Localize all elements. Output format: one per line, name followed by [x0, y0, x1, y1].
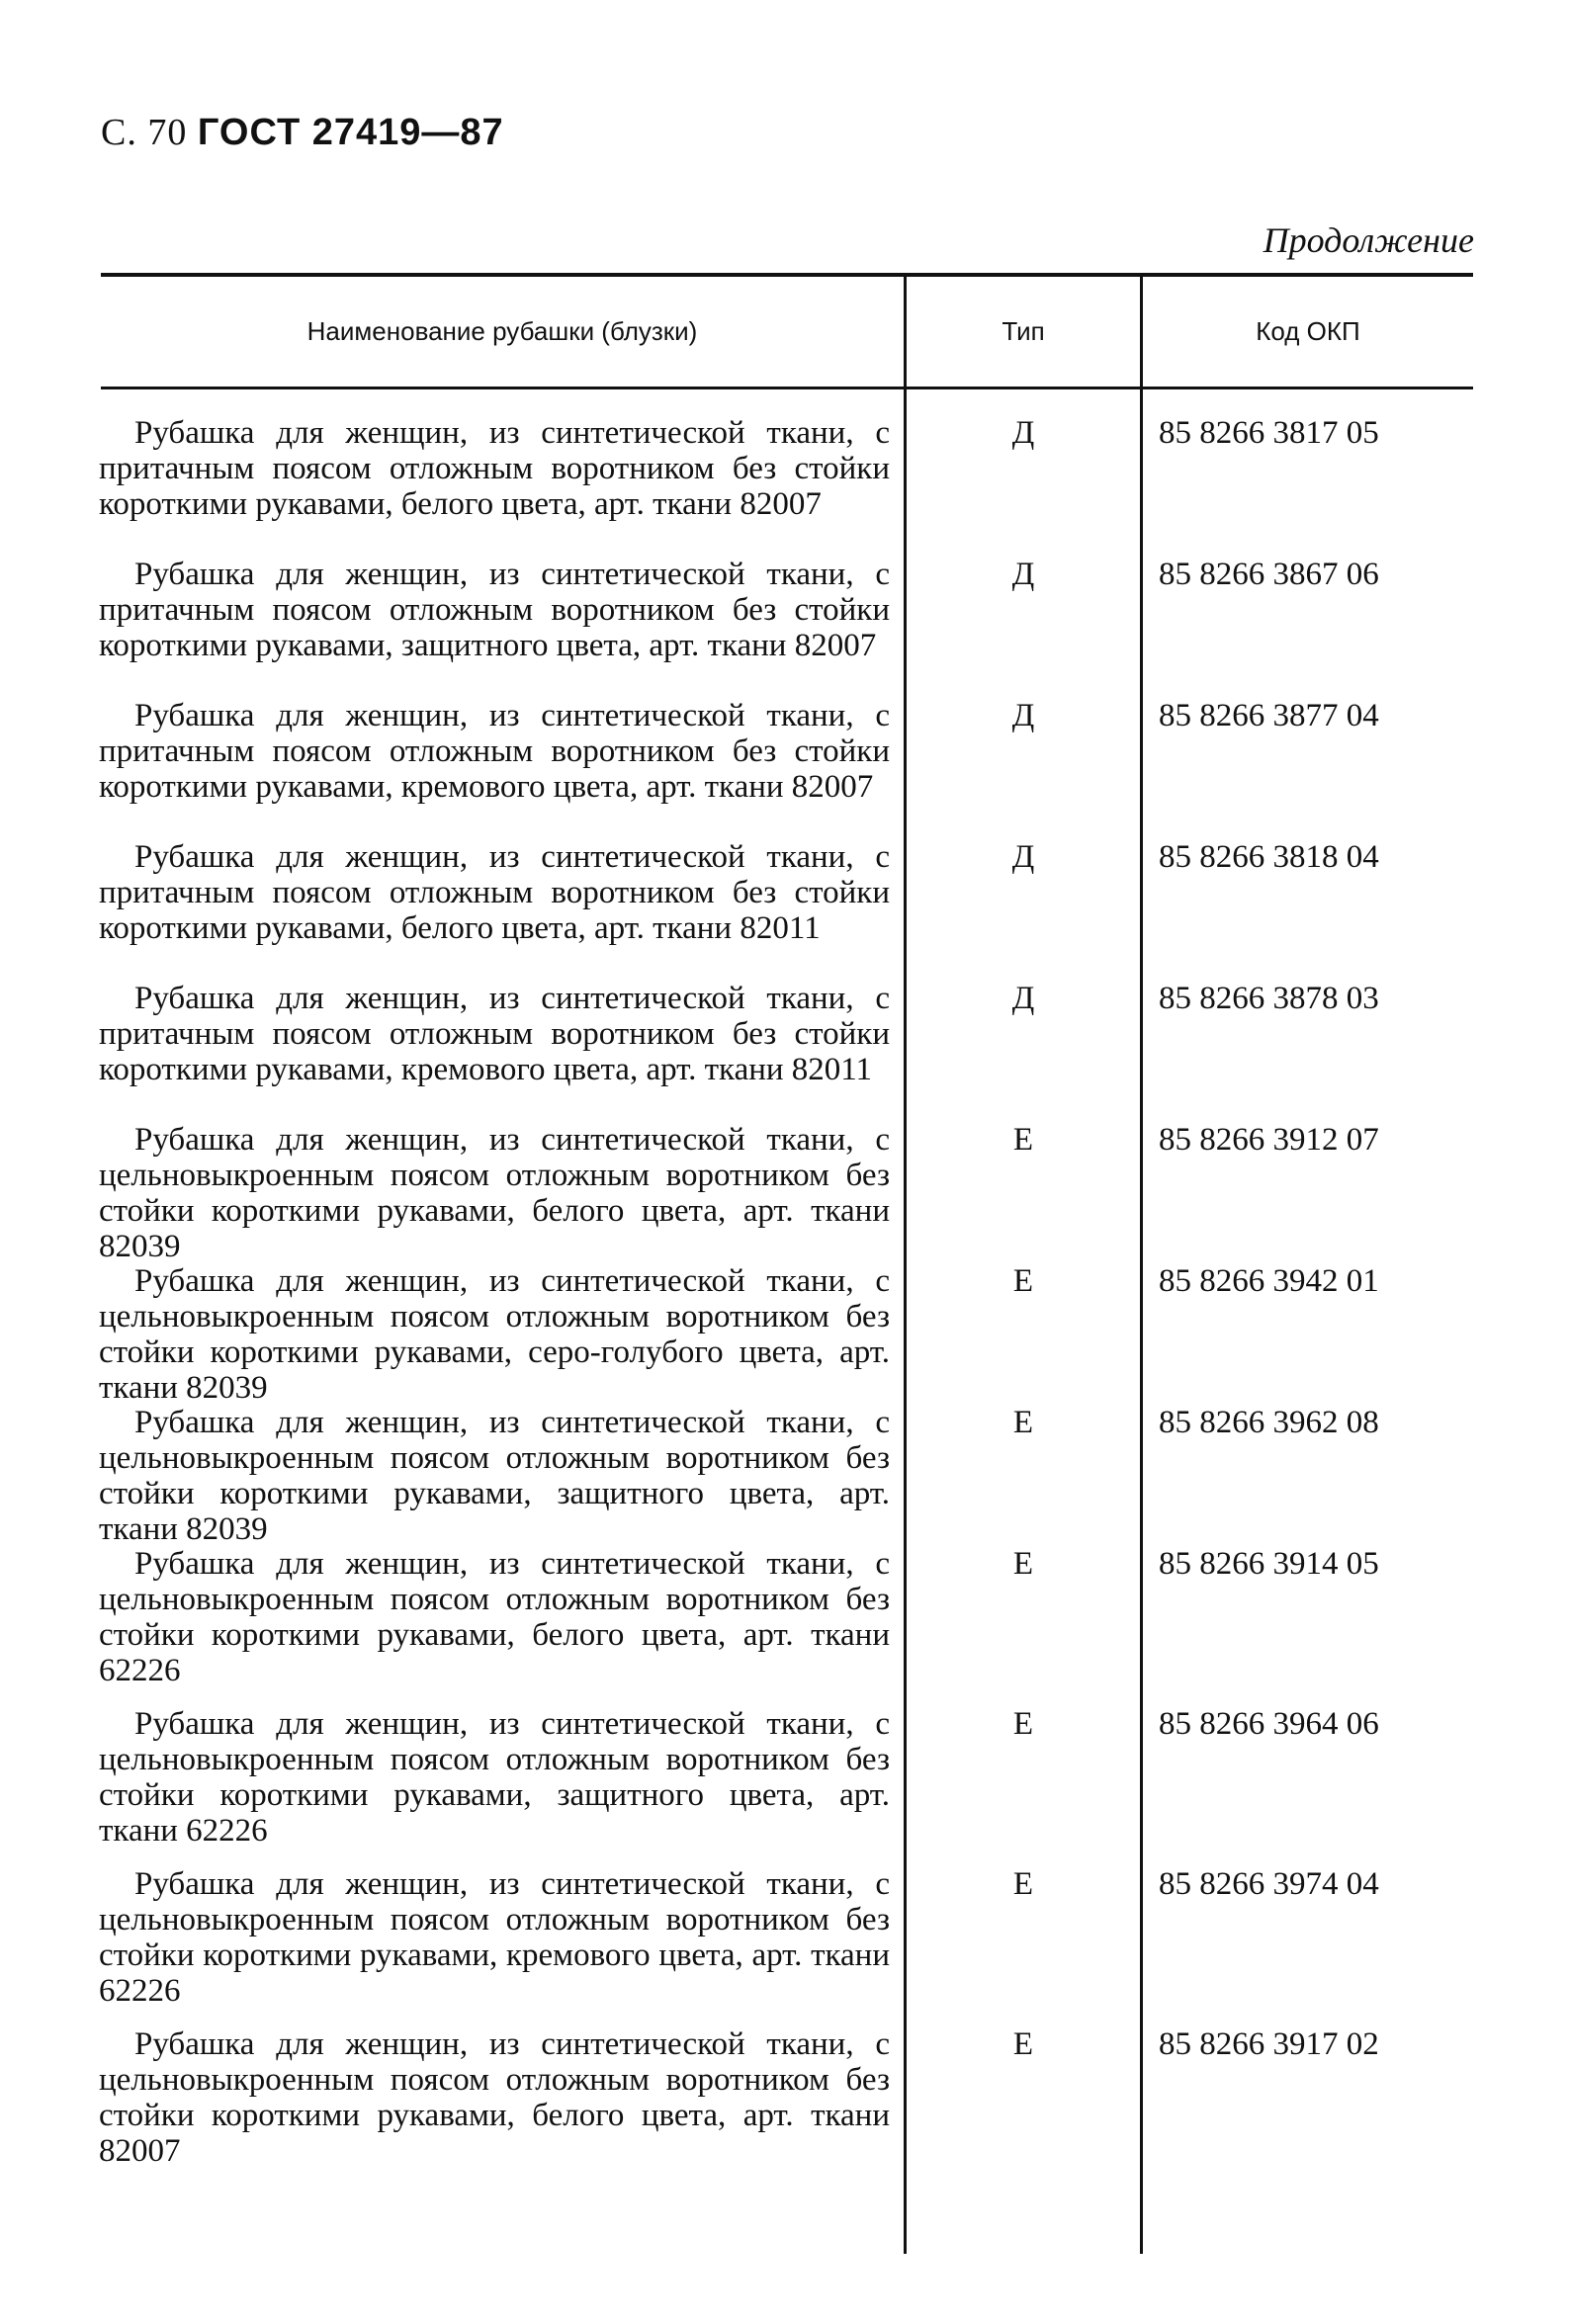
table-row	[0, 1122, 1569, 1263]
column-header-type: Тип	[1002, 316, 1045, 346]
row-type: Д	[1011, 415, 1035, 451]
row-name: Рубашка для женщин, из синтетической ткани, с цельновыкроенным поясом отложным воротником без стойки короткими рукавами, защитного цвета, арт. ткани 62226	[99, 1706, 890, 1849]
row-type: Е	[1012, 1263, 1034, 1299]
page-header	[101, 111, 504, 154]
standard-number: ГОСТ 27419—87	[197, 112, 504, 153]
table-body	[0, 415, 1569, 2175]
row-code: 85 8266 3877 04	[1159, 698, 1379, 733]
row-name: Рубашка для женщин, из синтетической ткани, с цельновыкроенным поясом отложным воротником без стойки короткими рукавами, белого цвета, арт. ткани 82007	[99, 2026, 890, 2169]
row-name: Рубашка для женщин, из синтетической ткани, с притачным поясом отложным воротником без стойки короткими рукавами, кремового цвета, арт. ткани 82007	[99, 698, 890, 805]
row-name: Рубашка для женщин, из синтетической ткани, с притачным поясом отложным воротником без стойки короткими рукавами, защитного цвета, арт. ткани 82007	[99, 557, 890, 663]
table-row	[0, 981, 1569, 1122]
continuation-label: Продолжение	[1263, 220, 1474, 260]
column-header-name: Наименование рубашки (блузки)	[306, 316, 698, 346]
row-code: 85 8266 3912 07	[1159, 1122, 1379, 1158]
row-name: Рубашка для женщин, из синтетической ткани, с цельновыкроенным поясом отложным воротником без стойки короткими рукавами, серо-голубого цвета, арт. ткани 82039	[99, 1263, 890, 1406]
table-row	[0, 1263, 1569, 1405]
table-row	[0, 698, 1569, 839]
table-row	[0, 415, 1569, 557]
row-type: Е	[1012, 1546, 1034, 1582]
table-row	[0, 1546, 1569, 1706]
table-header-rule	[101, 387, 1473, 389]
row-type: Е	[1012, 1706, 1034, 1742]
table-row	[0, 1405, 1569, 1546]
row-code: 85 8266 3878 03	[1159, 981, 1379, 1016]
row-code: 85 8266 3962 08	[1159, 1405, 1379, 1440]
row-type: Д	[1011, 981, 1035, 1016]
row-code: 85 8266 3867 06	[1159, 557, 1379, 592]
row-name: Рубашка для женщин, из синтетической ткани, с цельновыкроенным поясом отложным воротником без стойки короткими рукавами, защитного цвета, арт. ткани 82039	[99, 1405, 890, 1547]
row-type: Е	[1012, 1866, 1034, 1902]
row-name: Рубашка для женщин, из синтетической ткани, с притачным поясом отложным воротником без стойки короткими рукавами, белого цвета, арт. ткани 82007	[99, 415, 890, 522]
row-type: Е	[1012, 2026, 1034, 2062]
row-name: Рубашка для женщин, из синтетической ткани, с цельновыкроенным поясом отложным воротником без стойки короткими рукавами, кремового цвета, арт. ткани 62226	[99, 1866, 890, 2009]
row-name: Рубашка для женщин, из синтетической ткани, с цельновыкроенным поясом отложным воротником без стойки короткими рукавами, белого цвета, арт. ткани 82039	[99, 1122, 890, 1264]
row-code: 85 8266 3942 01	[1159, 1263, 1379, 1299]
row-code: 85 8266 3817 05	[1159, 415, 1379, 451]
row-type: Д	[1011, 698, 1035, 733]
column-header-code: Код ОКП	[1256, 316, 1360, 346]
table-row	[0, 1706, 1569, 1866]
table-row	[0, 2026, 1569, 2175]
row-code: 85 8266 3964 06	[1159, 1706, 1379, 1742]
row-type: Е	[1012, 1122, 1034, 1158]
table-row	[0, 1866, 1569, 2026]
row-name: Рубашка для женщин, из синтетической ткани, с притачным поясом отложным воротником без стойки короткими рукавами, белого цвета, арт. ткани 82011	[99, 839, 890, 946]
row-code: 85 8266 3917 02	[1159, 2026, 1379, 2062]
row-code: 85 8266 3818 04	[1159, 839, 1379, 875]
row-code: 85 8266 3974 04	[1159, 1866, 1379, 1902]
page-number: С. 70	[101, 112, 188, 153]
row-name: Рубашка для женщин, из синтетической ткани, с притачным поясом отложным воротником без стойки короткими рукавами, кремового цвета, арт. ткани 82011	[99, 981, 890, 1087]
row-type: Д	[1011, 839, 1035, 875]
row-name: Рубашка для женщин, из синтетической ткани, с цельновыкроенным поясом отложным воротником без стойки короткими рукавами, белого цвета, арт. ткани 62226	[99, 1546, 890, 1688]
table-row	[0, 839, 1569, 981]
row-type: Д	[1011, 557, 1035, 592]
table-row	[0, 557, 1569, 698]
row-code: 85 8266 3914 05	[1159, 1546, 1379, 1582]
row-type: Е	[1012, 1405, 1034, 1440]
